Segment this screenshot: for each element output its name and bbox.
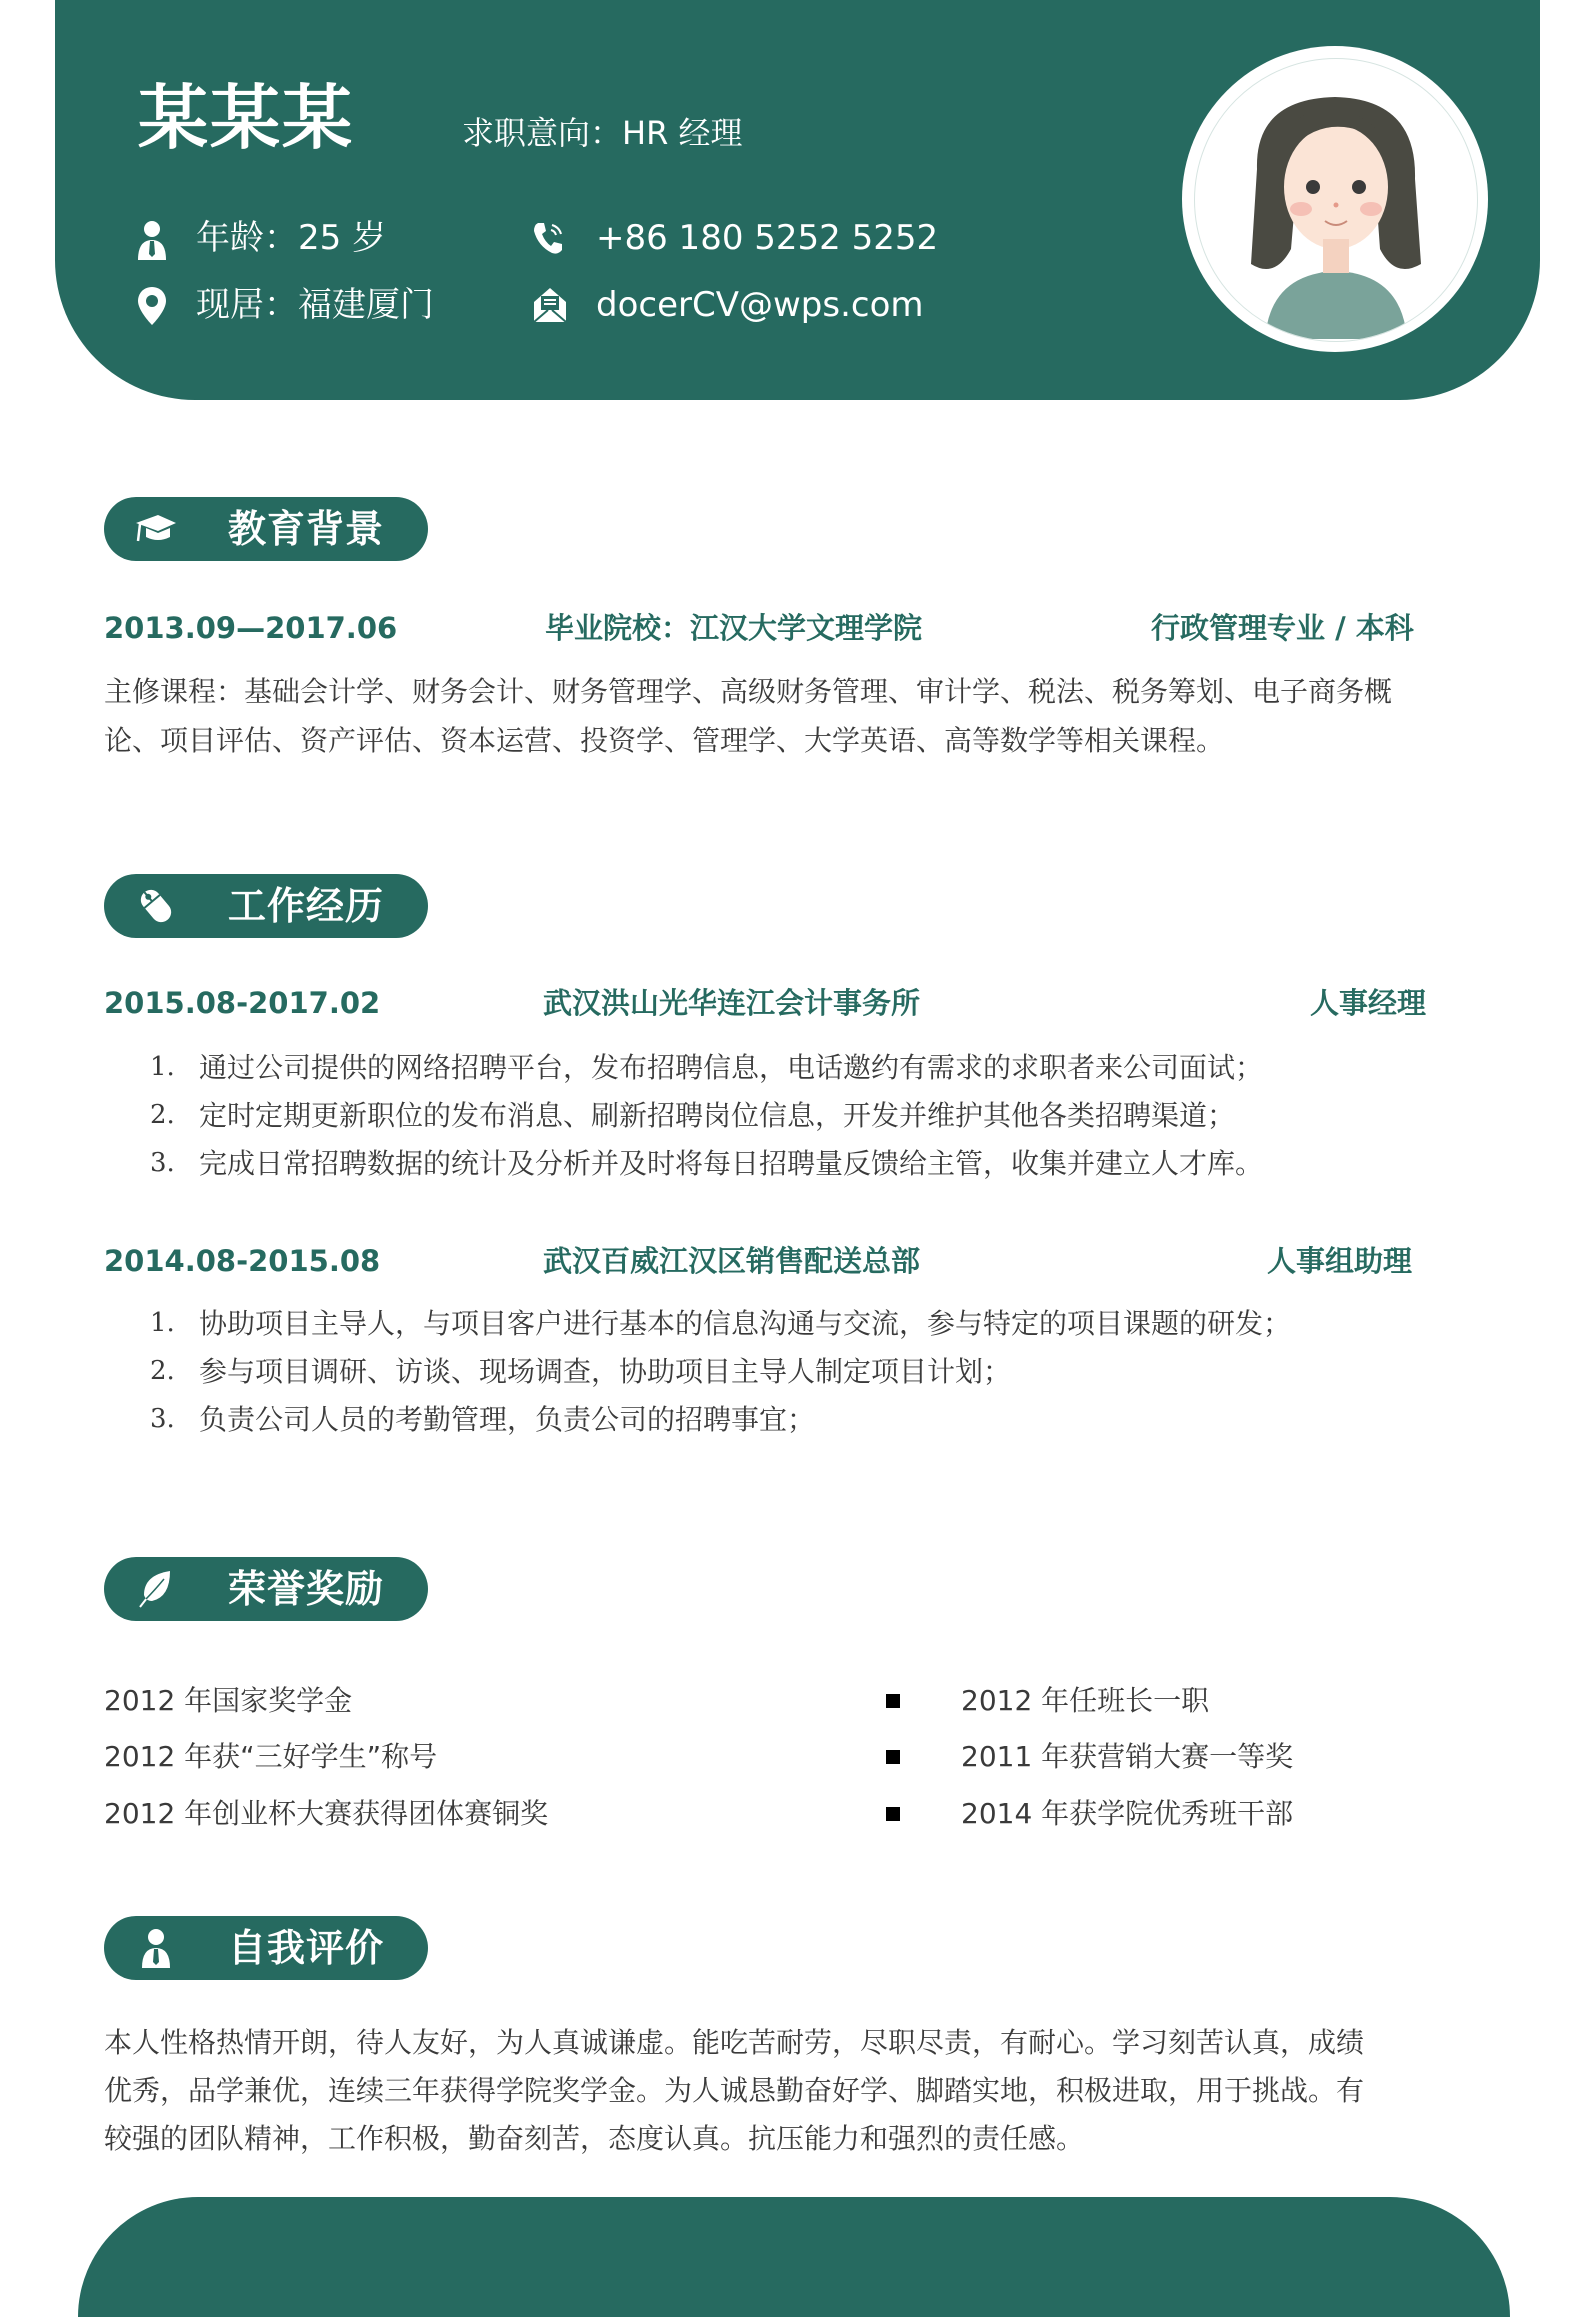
- section-header-self-evaluation: [104, 1916, 428, 1980]
- self-eval-line: 本人性格热情开朗，待人友好，为人真诚谦虚。能吃苦耐劳，尽职尽责，有耐心。学习刻苦认真，成绩: [104, 2026, 1365, 2059]
- job-period: 2014.08-2015.08: [104, 1244, 381, 1278]
- leaf-icon: [134, 1569, 178, 1609]
- phone-icon: [530, 219, 566, 259]
- honor-item: 2012 年任班长一职: [961, 1684, 1210, 1717]
- honor-item: 2011 年获营销大赛一等奖: [961, 1740, 1294, 1773]
- list-item: 通过公司提供的网络招聘平台，发布招聘信息，电话邀约有需求的求职者来公司面试；: [199, 1051, 1264, 1084]
- section-header-education: [104, 497, 428, 561]
- map-pin-icon: [136, 286, 172, 326]
- location-text: 现居：福建厦门: [196, 285, 434, 325]
- list-item: 完成日常招聘数据的统计及分析并及时将每日招聘量反馈给主管，收集并建立人才库。: [199, 1147, 1264, 1180]
- list-item: 负责公司人员的考勤管理，负责公司的招聘事宜；: [199, 1403, 816, 1436]
- person-tie-icon: [134, 1928, 178, 1968]
- section-header-work: [104, 874, 428, 938]
- section-title: 工作经历: [228, 884, 385, 928]
- age-text: 年龄：25 岁: [196, 218, 387, 258]
- job-company: 武汉洪山光华连江会计事务所: [543, 986, 921, 1020]
- section-title: 荣誉奖励: [228, 1567, 385, 1611]
- list-item: 定时定期更新职位的发布消息、刷新招聘岗位信息，开发并维护其他各类招聘渠道；: [199, 1099, 1236, 1132]
- list-number: 3.: [150, 1404, 175, 1434]
- bullet-square-icon: [886, 1750, 900, 1764]
- honor-item: 2012 年获“三好学生”称号: [104, 1740, 438, 1773]
- education-period: 2013.09—2017.06: [104, 611, 398, 645]
- honor-item: 2012 年创业杯大赛获得团体赛铜奖: [104, 1797, 549, 1830]
- list-number: 2.: [150, 1356, 175, 1386]
- honor-item: 2012 年国家奖学金: [104, 1684, 353, 1717]
- self-eval-line: 较强的团队精神，工作积极，勤奋刻苦，态度认真。抗压能力和强烈的责任感。: [104, 2122, 1085, 2155]
- job-intent: 求职意向：HR 经理: [462, 114, 743, 152]
- avatar: [1194, 58, 1478, 342]
- list-number: 1.: [150, 1308, 175, 1338]
- section-title: 自我评价: [228, 1926, 385, 1970]
- envelope-icon: [532, 286, 568, 326]
- job-company: 武汉百威江汉区销售配送总部: [543, 1244, 921, 1278]
- footer-banner: [78, 2197, 1510, 2317]
- list-item: 协助项目主导人，与项目客户进行基本的信息沟通与交流，参与特定的项目课题的研发；: [199, 1307, 1292, 1340]
- job-position: 人事组助理: [1267, 1244, 1413, 1278]
- education-major: 行政管理专业 / 本科: [1151, 611, 1414, 645]
- mouse-icon: [134, 886, 178, 926]
- bullet-square-icon: [886, 1807, 900, 1821]
- self-eval-line: 优秀，品学兼优，连续三年获得学院奖学金。为人诚恳勤奋好学、脚踏实地，积极进取，用于挑战。有: [104, 2074, 1365, 2107]
- honor-item: 2014 年获学院优秀班干部: [961, 1797, 1294, 1830]
- list-item: 参与项目调研、访谈、现场调查，协助项目主导人制定项目计划；: [199, 1355, 1012, 1388]
- email-text: docerCV@wps.com: [596, 285, 924, 325]
- list-number: 2.: [150, 1100, 175, 1130]
- job-period: 2015.08-2017.02: [104, 986, 381, 1020]
- graduation-cap-icon: [134, 509, 178, 549]
- section-title: 教育背景: [228, 507, 385, 551]
- list-number: 3.: [150, 1148, 175, 1178]
- education-school: 毕业院校：江汉大学文理学院: [545, 611, 923, 645]
- person-tie-icon: [134, 220, 170, 260]
- bullet-square-icon: [886, 1694, 900, 1708]
- candidate-name: 某某某: [138, 77, 354, 159]
- education-courses-line1: 主修课程：基础会计学、财务会计、财务管理学、高级财务管理、审计学、税法、税务筹划、电子商务概: [104, 675, 1393, 708]
- section-header-honors: [104, 1557, 428, 1621]
- job-position: 人事经理: [1310, 986, 1427, 1020]
- education-courses-line2: 论、项目评估、资产评估、资本运营、投资学、管理学、大学英语、高等数学等相关课程。: [104, 724, 1225, 757]
- phone-text: +86 180 5252 5252: [596, 218, 939, 258]
- list-number: 1.: [150, 1052, 175, 1082]
